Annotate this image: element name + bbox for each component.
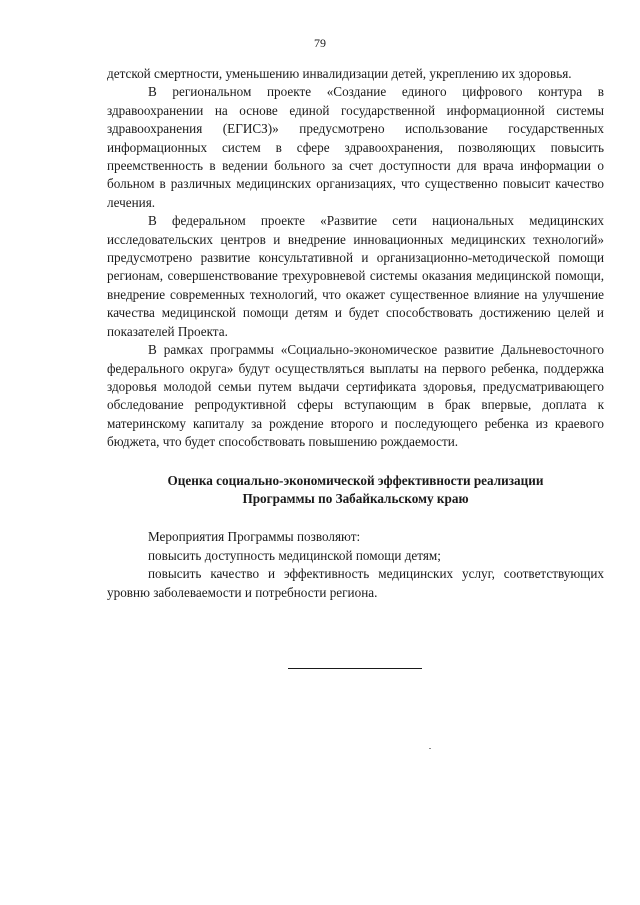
paragraph-federal-project: В федеральном проекте «Развитие сети национальных медицинских исследовательских центров и внедрение инновационных медицинских технологий» предусмотрено развитие консультативной и организационно-методической помощи регионам, совершенствование трехуровневой системы оказания медицинской помощи, внедрение современных технологий, что окажет существенное влияние на улучшение качества медицинской помощи детям и будет способствовать достижению целей и показателей Проекта. xyxy=(107,213,604,339)
page-number: 79 xyxy=(314,36,326,50)
paragraph-child-mortality: детской смертности, уменьшению инвалидизации детей, укреплению их здоровья. xyxy=(107,66,572,81)
paragraph-regional-project: В региональном проекте «Создание единого цифрового контура в здравоохранении на основе единой государственной информационной системы здравоохранения (ЕГИСЗ)» предусмотрено использование государственных информационных систем в сфере здравоохранения, позволяющих повысить преемственность в ведении больного за счет доступности для врача информации о больном в различных медицинских организациях, что существенно повысит качество лечения. xyxy=(107,84,604,210)
scan-speck xyxy=(429,748,431,749)
section-heading xyxy=(107,472,604,509)
measure-item-quality: повысить качество и эффективность медицинских услуг, соответствующих уровню заболеваемости и потребности региона. xyxy=(107,566,604,600)
paragraph-far-east-program: В рамках программы «Социально-экономическое развитие Дальневосточного федерального округа» будут осуществляться выплаты на первого ребенка, поддержка здоровья молодой семьи путем выдачи сертификата здоровья, предусматривающего обследование репродуктивной сферы вступающим в брак впервые, доплата к материнскому капиталу за рождение второго и последующего ребенка из краевого бюджета, что будет способствовать повышению рождаемости. xyxy=(107,342,604,450)
section-heading-line-2: Программы по Забайкальскому краю xyxy=(242,490,469,506)
measures-list xyxy=(107,528,604,602)
measures-intro: Мероприятия Программы позволяют: xyxy=(148,529,361,545)
measure-item-accessibility: повысить доступность медицинской помощи детям; xyxy=(148,547,441,563)
section-heading-line-1: Оценка социально-экономической эффективности реализации xyxy=(167,472,544,488)
end-separator-line xyxy=(288,668,422,669)
document-body xyxy=(107,65,604,602)
